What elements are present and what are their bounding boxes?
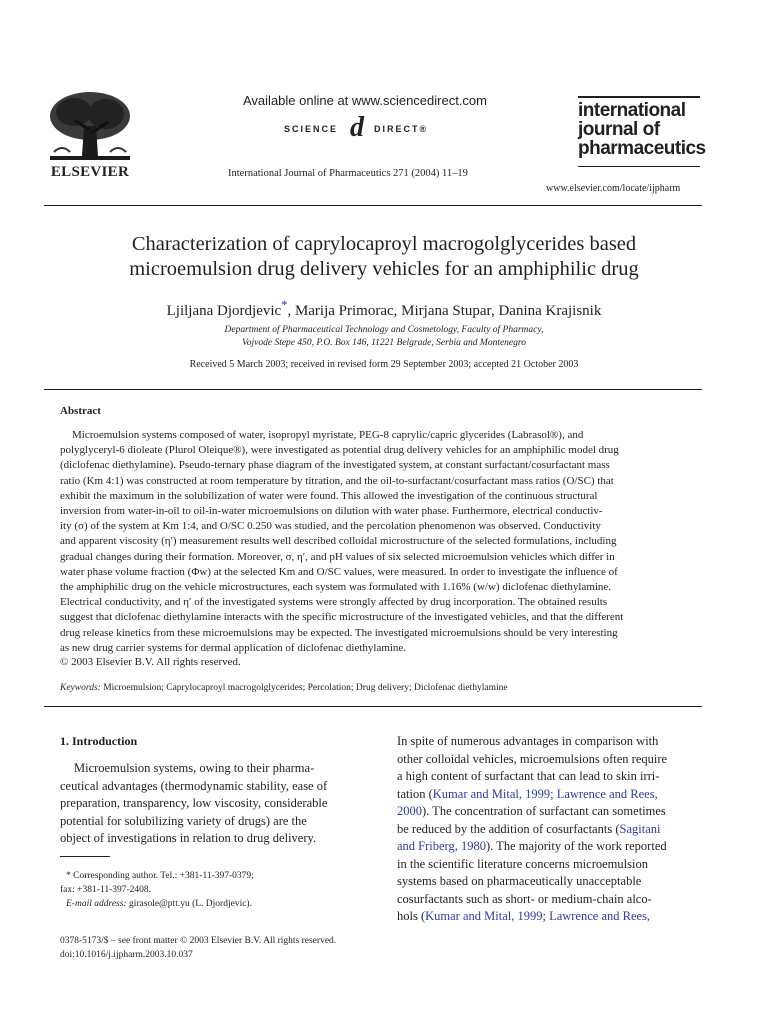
intro-right-line: In spite of numerous advantages in comparison with [397,734,659,748]
sciencedirect-logo-right: DIRECT® [374,124,429,134]
abstract-copyright: © 2003 Elsevier B.V. All rights reserved. [60,656,241,668]
header-divider [44,205,702,206]
intro-right-line: systems based on pharmaceutically unacceptable [397,874,642,888]
elsevier-tree-logo-icon [44,90,136,166]
journal-logo-rule-bottom [578,166,700,167]
intro-right-line [397,786,701,804]
affiliation [44,324,724,350]
journal-logo [578,101,708,158]
abstract-line: water phase volume fraction (Φw) at the selected Km and O/SC values, were measured. In order to investigate the influence of [60,565,618,578]
text-span: hols ( [397,909,426,923]
abstract-line: suggest that diclofenac diethylamine interacts with the specific microstructure of the investigated vehicles, and that the different [60,611,624,624]
body-divider [44,706,702,707]
journal-url[interactable]: www.elsevier.com/locate/ijpharm [546,183,681,194]
journal-logo-line3: pharmaceutics [578,138,706,159]
email-label: E-mail address: [66,899,127,909]
affiliation-line-1: Department of Pharmaceutical Technology and Cosmetology, Faculty of Pharmacy, [224,325,544,335]
section-heading-introduction: 1. Introduction [60,734,138,748]
abstract-divider [44,389,702,390]
abstract-line: Electrical conductivity, and η′ of the investigated systems were strongly affected by drug incorporation. The obtained results [60,596,608,609]
citation-link[interactable]: 2000 [397,804,422,818]
journal-logo-line1: international [578,100,686,121]
abstract-line: Microemulsion systems composed of water, isopropyl myristate, PEG-8 caprylic/capric glycerides (Labrasol®), and [72,429,584,441]
text-span: be reduced by the addition of cosurfactants ( [397,821,620,836]
intro-right-line: other colloidal vehicles, microemulsions often require [397,751,668,766]
available-online-text: Available online at www.sciencedirect.com [243,93,487,108]
affiliation-line-2: Vojvode Stepe 450, P.O. Box 146, 11221 Belgrade, Serbia and Montenegro [242,338,526,348]
abstract-body [60,428,700,656]
doi-line[interactable]: doi:10.1016/j.ijpharm.2003.10.037 [60,950,193,960]
journal-logo-line2: journal of [578,119,660,140]
journal-logo-rule [578,96,700,98]
author-list [44,298,724,320]
issn-line: 0378-5173/$ – see front matter © 2003 Elsevier B.V. All rights reserved. [60,936,337,946]
text-span: ). The majority of the work reported [486,839,667,853]
intro-left-column [60,760,362,848]
abstract-line: and apparent viscosity (η′) measurement results well described colloidal microstructure of the selected formulations, including [60,535,617,548]
abstract-line: polyglyceryl-6 dioleate (Plurol Oleique®), were investigated as potential drug delivery vehicles for an amphiphilic model drug [60,444,619,457]
citation-link[interactable]: Kumar and Mital, 1999; Lawrence and Rees, [432,786,658,801]
abstract-line: gradual changes during their formation. Moreover, σ, η′, and pH values of six selected microemulsion vehicles which differ in [60,550,615,563]
title-line-1: Characterization of caprylocaproyl macrogolglycerides based [131,233,637,255]
publisher-name: ELSEVIER [50,164,130,180]
footnote [60,869,360,911]
abstract-line: inversion from water-in-oil to oil-in-water microemulsions on dilution with water phase. Furthermore, electrical conductiv- [60,505,603,518]
text-span: tation ( [397,786,433,801]
sciencedirect-logo [278,112,448,143]
corresponding-author-mark[interactable]: * [281,298,288,312]
intro-right-line [397,803,701,821]
abstract-line: the amphiphilic drug on the vehicle microstructures, each system was formulated with 1.16% (w/w) diclofenac diethylamine. [60,581,612,594]
footnote-line-2: fax: +381-11-397-2408. [60,885,152,895]
abstract-line: drug release kinetics from these microemulsions may be expected. The investigated microemulsions should be very interesting [60,626,618,639]
intro-right-line [397,821,701,839]
journal-citation: International Journal of Pharmaceutics 271 (2004) 11–19 [228,168,468,179]
keywords [60,683,508,693]
abstract-heading: Abstract [60,405,101,417]
intro-right-line: in the scientific literature concerns microemulsion [397,856,648,871]
footnote-email [60,897,360,911]
abstract-line: as new drug carrier systems for dermal application of diclofenac diethylamine. [60,641,407,654]
article-title [44,232,724,282]
citation-link[interactable]: and Friberg, 1980 [397,839,486,853]
abstract-line: exhibit the maximum in the solubilization of water were found. This allowed the investigation of the continuous structural [60,489,598,502]
citation-link[interactable]: Kumar and Mital, 1999; Lawrence and Rees, [425,909,651,923]
sciencedirect-at-icon: d [350,112,364,143]
citation-link[interactable]: Sagitani [619,821,661,836]
intro-line: preparation, transparency, low viscosity, considerable [60,796,328,810]
intro-line: object of investigations in relation to drug delivery. [60,831,317,845]
intro-right-column [397,733,701,926]
title-line-2: microemulsion drug delivery vehicles for an amphiphilic drug [129,258,639,280]
received-dates: Received 5 March 2003; received in revised form 29 September 2003; accepted 21 October 2003 [189,359,579,370]
abstract-line: (diclofenac diethylamine). Pseudo-ternary phase diagram of the investigated system, at constant surfactant/cosurfactant mass [60,459,610,472]
sciencedirect-logo-left: SCIENCE [284,124,339,134]
page-footer [60,934,336,962]
email-address[interactable]: girasole@ptt.yu (L. Djordjevic). [126,899,252,909]
intro-right-line [397,908,701,926]
text-span: ). The concentration of surfactant can sometimes [422,804,666,818]
keywords-label: Keywords: [60,683,101,693]
author-1: Ljiljana Djordjevic [166,303,282,319]
footnote-divider [60,856,110,857]
abstract-line: ratio (Km 4:1) was constructed at room temperature by titration, and the oil-to-surfactant/cosurfactant mass ratios (O/SC) that [60,474,614,487]
footnote-line-1: * Corresponding author. Tel.: +381-11-397-0379; [66,871,254,881]
intro-line: ceutical advantages (thermodynamic stability, ease of [60,778,328,793]
intro-right-line [397,838,701,856]
intro-right-line: cosurfactants such as short- or medium-chain alco- [397,891,652,906]
intro-line: potential for solubilizing variety of drugs) are the [60,813,307,828]
abstract-line: ity (σ) of the system at Km 1:4, and O/SC 0.250 was studied, and the percolation phenomenon was observed. Conductivity [60,520,601,533]
authors-rest: , Marija Primorac, Mirjana Stupar, Danina Krajisnik [287,303,602,319]
intro-right-line: a high content of surfactant that can lead to skin irri- [397,769,660,783]
keywords-list: Microemulsion; Caprylocaproyl macrogolglycerides; Percolation; Drug delivery; Diclofenac diethylamine [103,683,508,693]
intro-line: Microemulsion systems, owing to their pharma- [74,761,315,775]
